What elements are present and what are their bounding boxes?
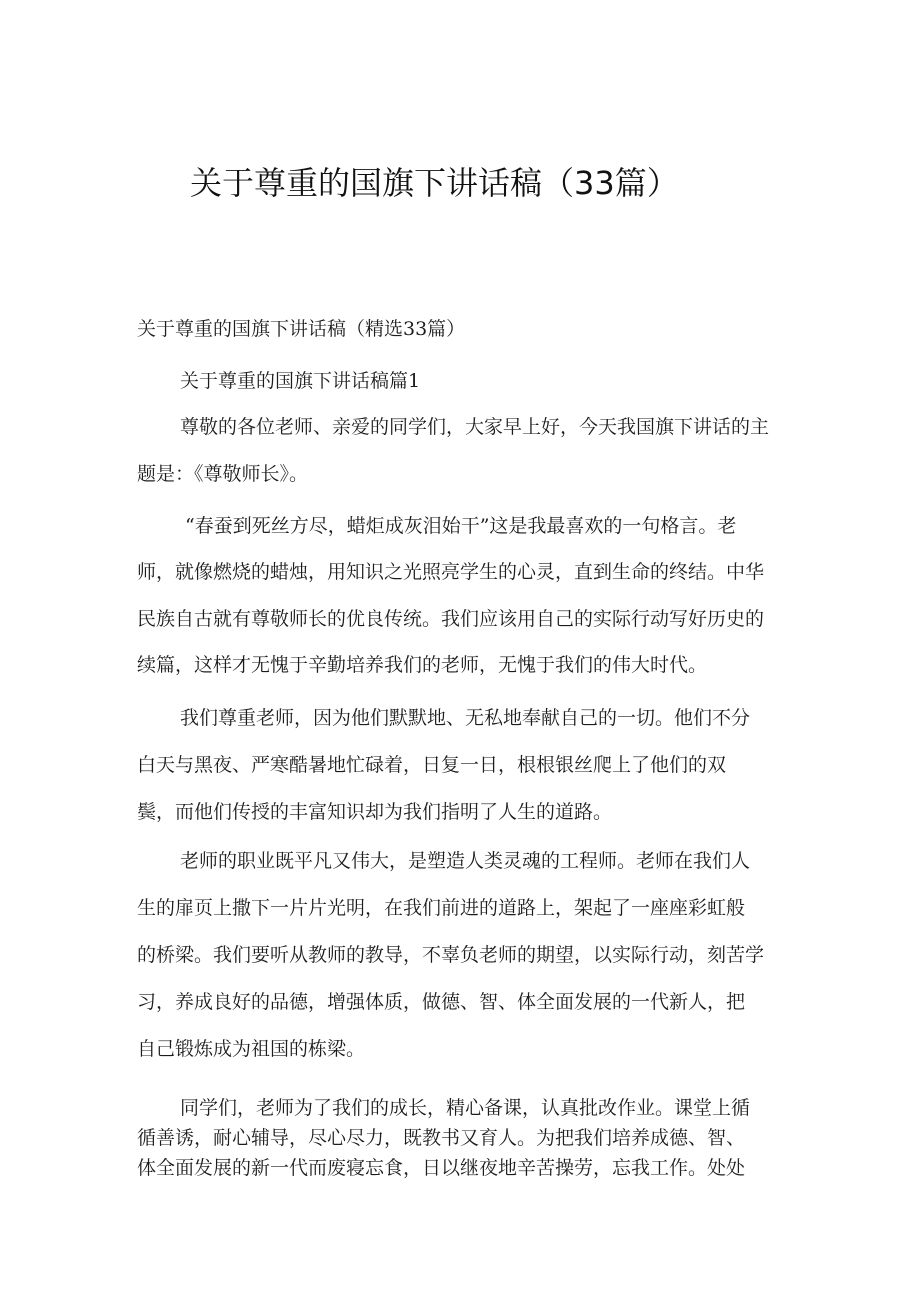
paragraph-line: 同学们，老师为了我们的成长，精心备课，认真批改作业。课堂上循 [180,1097,751,1119]
paragraph-line: 老师的职业既平凡又伟大，是塑造人类灵魂的工程师。老师在我们人 [180,850,751,872]
paragraph-line: 循善诱，耐心辅导，尽心尽力，既教书又育人。为把我们培养成德、智、 [137,1127,746,1149]
paragraph-line: 的桥梁。我们要听从教师的教导，不辜负老师的期望，以实际行动，刻苦学 [137,944,765,966]
paragraph-line: 白天与黑夜、严寒酷暑地忙碌着，日复一日，根根银丝爬上了他们的双 [137,754,727,776]
paragraph-line: 题是：《尊敬师长》。 [137,463,309,485]
section-heading: 关于尊重的国旗下讲话稿篇1 [180,370,421,392]
paragraph-line: 尊敬的各位老师、亲爱的同学们，大家早上好，今天我国旗下讲话的主 [180,416,770,438]
paragraph-line: 习，养成良好的品德，增强体质，做德、智、体全面发展的一代新人，把 [137,991,746,1013]
paragraph-line: 鬓，而他们传授的丰富知识却为我们指明了人生的道路。 [137,801,613,823]
paragraph-line: 体全面发展的新一代而废寝忘食，日以继夜地辛苦操劳，忘我工作。处处 [137,1157,746,1179]
paragraph-line: “春蚕到死丝方尽，蜡炬成灰泪始干”这是我最喜欢的一句格言。老 [185,515,737,537]
document-subtitle: 关于尊重的国旗下讲话稿（精选33篇） [137,318,466,340]
paragraph-line: 自己锻炼成为祖国的栋梁。 [137,1038,366,1060]
paragraph-line: 我们尊重老师，因为他们默默地、无私地奉献自己的一切。他们不分 [180,707,751,729]
paragraph-line: 民族自古就有尊敬师长的优良传统。我们应该用自己的实际行动写好历史的 [137,608,765,630]
paragraph-line: 生的扉页上撒下一片片光明，在我们前进的道路上，架起了一座座彩虹般 [137,897,746,919]
document-title: 关于尊重的国旗下讲话稿（33篇） [190,164,679,202]
paragraph-line: 师，就像燃烧的蜡烛，用知识之光照亮学生的心灵，直到生命的终结。中华 [137,561,765,583]
paragraph-line: 续篇，这样才无愧于辛勤培养我们的老师，无愧于我们的伟大时代。 [137,654,708,676]
